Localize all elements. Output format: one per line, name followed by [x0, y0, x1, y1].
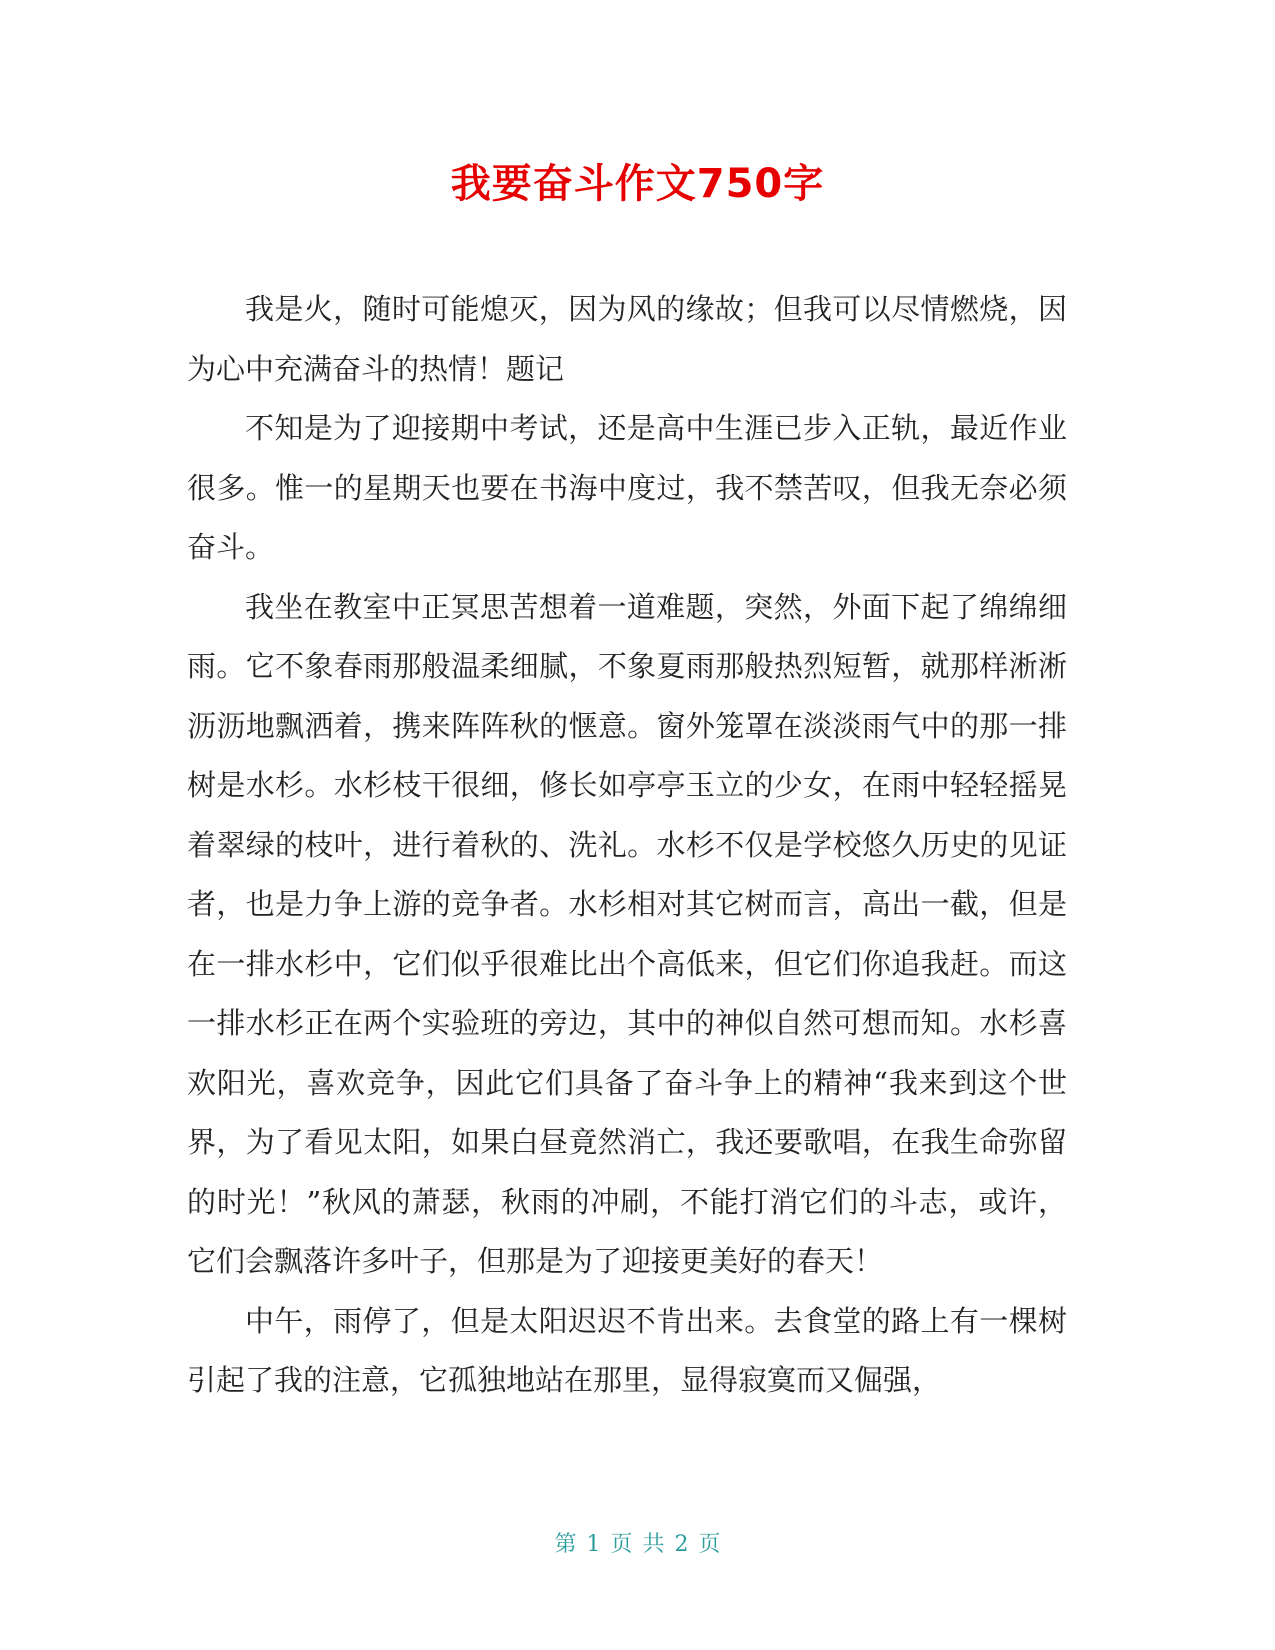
document-title: 我要奋斗作文750字	[450, 161, 825, 207]
paragraph-2: 不知是为了迎接期中考试，还是高中生涯已步入正轨，最近作业很多。惟一的星期天也要在书海中度过，我不禁苦叹，但我无奈必须奋斗。	[187, 411, 1067, 564]
footer-current-page: 1	[586, 1532, 601, 1557]
footer-page-prefix: 第	[554, 1532, 577, 1557]
footer-total-pages: 2	[674, 1532, 689, 1557]
footer-page-suffix: 页	[698, 1532, 721, 1557]
footer-page-mid: 页	[610, 1532, 633, 1557]
footer-total-label: 共	[642, 1532, 665, 1557]
document-body	[187, 280, 1067, 1411]
page-footer	[0, 1530, 1275, 1560]
paragraph-3: 我坐在教室中正冥思苦想着一道难题，突然，外面下起了绵绵细雨。它不象春雨那般温柔细腻，不象夏雨那般热烈短暂，就那样淅淅沥沥地飘洒着，携来阵阵秋的惬意。窗外笼罩在淡淡雨气中的那一排树是水杉。水杉枝干很细，修长如亭亭玉立的少女，在雨中轻轻摇晃着翠绿的枝叶，进行着秋的、洗礼。水杉不仅是学校悠久历史的见证者，也是力争上游的竞争者。水杉相对其它树而言，高出一截，但是在一排水杉中，它们似乎很难比出个高低来，但它们你追我赶。而这一排水杉正在两个实验班的旁边，其中的神似自然可想而知。水杉喜欢阳光，喜欢竞争，因此它们具备了奋斗争上的精神“我来到这个世界，为了看见太阳，如果白昼竟然消亡，我还要歌唱，在我生命弥留的时光！”秋风的萧瑟，秋雨的冲刷，不能打消它们的斗志，或许，它们会飘落许多叶子，但那是为了迎接更美好的春天！	[187, 589, 1067, 1278]
paragraph-1: 我是火，随时可能熄灭，因为风的缘故；但我可以尽情燃烧，因为心中充满奋斗的热情！题记	[187, 292, 1067, 386]
paragraph-4: 中午，雨停了，但是太阳迟迟不肯出来。去食堂的路上有一棵树引起了我的注意，它孤独地站在那里，显得寂寞而又倔强，	[187, 1303, 1067, 1397]
